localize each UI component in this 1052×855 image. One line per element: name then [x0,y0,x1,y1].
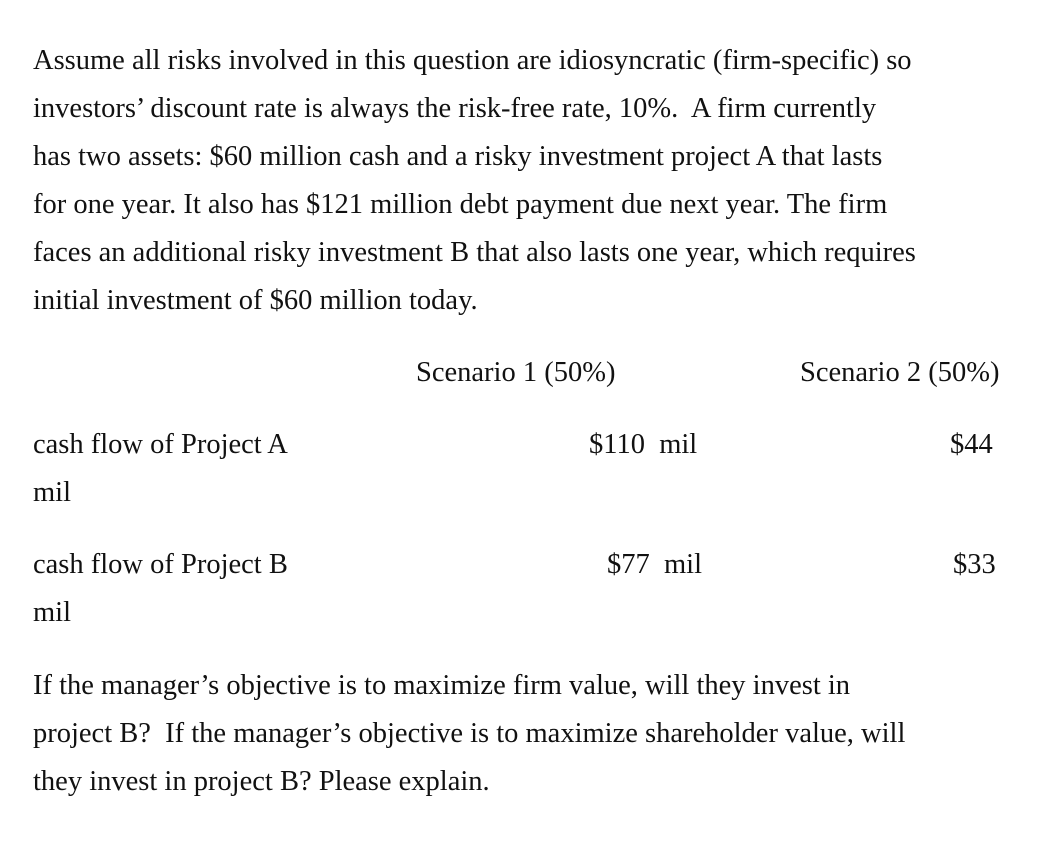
row-wrap-unit: mil [33,597,72,628]
row-label: cash flow of Project B [33,549,288,580]
scenario-1-header: Scenario 1 (50%) [416,357,616,388]
intro-line: has two assets: $60 million cash and a risky investment project A that lasts [33,141,883,172]
row-label: cash flow of Project A [33,429,288,460]
scenario-2-value: $44 [950,429,993,460]
intro-line: initial investment of $60 million today. [33,285,478,316]
question-line: If the manager’s objective is to maximize firm value, will they invest in [33,670,851,701]
scenario-2-value: $33 [953,549,996,580]
scenario-2-header: Scenario 2 (50%) [800,357,1000,388]
question-line: project B? If the manager’s objective is to maximize shareholder value, will [33,718,906,749]
row-wrap-unit: mil [33,477,72,508]
intro-line: Assume all risks involved in this question are idiosyncratic (firm-specific) so [33,45,912,76]
question-line: they invest in project B? Please explain. [33,766,490,797]
intro-line: faces an additional risky investment B that also lasts one year, which requires [33,237,916,268]
scenario-1-value: $110 mil [589,429,698,460]
intro-line: for one year. It also has $121 million debt payment due next year. The firm [33,189,888,220]
scenario-1-value: $77 mil [607,549,703,580]
intro-line: investors’ discount rate is always the risk-free rate, 10%. A firm currently [33,93,877,124]
